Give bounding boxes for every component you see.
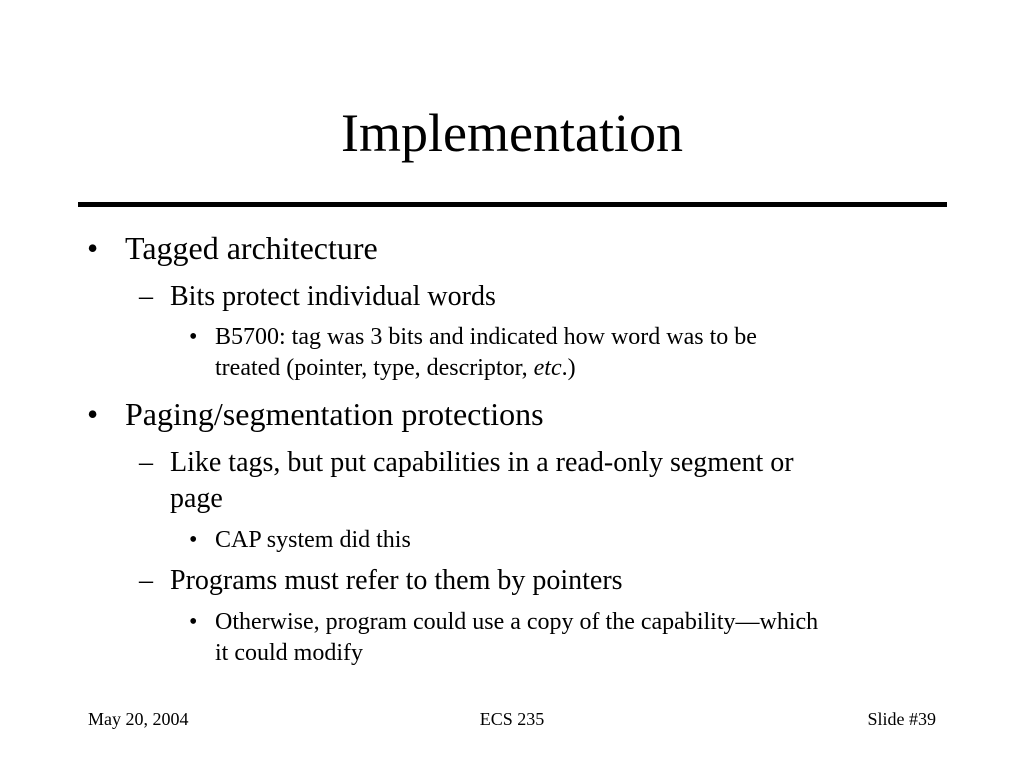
continuation-text: it could modify — [215, 640, 363, 666]
subsubbullet-b5700-continuation — [215, 353, 576, 383]
subbullet-like-tags — [139, 445, 794, 481]
continuation-text: page — [170, 483, 223, 514]
dash-marker: – — [139, 281, 153, 312]
bullet-marker: • — [87, 230, 99, 266]
bullet-marker: • — [189, 609, 198, 635]
footer-date: May 20, 2004 — [88, 709, 189, 729]
subsubbullet-b5700 — [189, 322, 757, 352]
bullet-marker: • — [189, 324, 198, 350]
subbullet-like-tags-continuation — [170, 481, 223, 517]
continuation-text: treated (pointer, type, descriptor, — [215, 355, 534, 381]
dash-marker: – — [139, 447, 153, 478]
subsubbullet-text-line1: B5700: tag was 3 bits and indicated how word was to be — [215, 324, 757, 350]
subbullet-text-line1: Like tags, but put capabilities in a read-only segment or — [170, 447, 794, 478]
bullet-text: Paging/segmentation protections — [125, 396, 544, 432]
footer-slide-number: Slide #39 — [867, 709, 936, 729]
dash-marker: – — [139, 565, 153, 596]
bullet-text: Tagged architecture — [125, 230, 378, 266]
title-divider — [78, 202, 947, 207]
bullet-marker: • — [87, 396, 99, 432]
continuation-text-end: .) — [561, 355, 576, 381]
bullet-marker: • — [189, 527, 198, 553]
slide-title: Implementation — [341, 103, 683, 163]
bullet-tagged-architecture — [87, 230, 378, 266]
subbullet-bits-protect — [139, 279, 496, 315]
subsubbullet-text: CAP system did this — [215, 527, 411, 553]
subsubbullet-otherwise-continuation — [215, 638, 363, 668]
etc-text: etc — [533, 355, 562, 381]
bullet-paging-segmentation — [87, 396, 544, 432]
subsubbullet-text-line1: Otherwise, program could use a copy of the capability—which — [215, 609, 819, 635]
subbullet-text: Bits protect individual words — [170, 281, 496, 312]
subbullet-text: Programs must refer to them by pointers — [170, 565, 623, 596]
subsubbullet-cap-system — [189, 525, 411, 555]
subbullet-programs-pointers — [139, 563, 623, 599]
subsubbullet-otherwise — [189, 607, 819, 637]
footer-course: ECS 235 — [479, 709, 545, 729]
